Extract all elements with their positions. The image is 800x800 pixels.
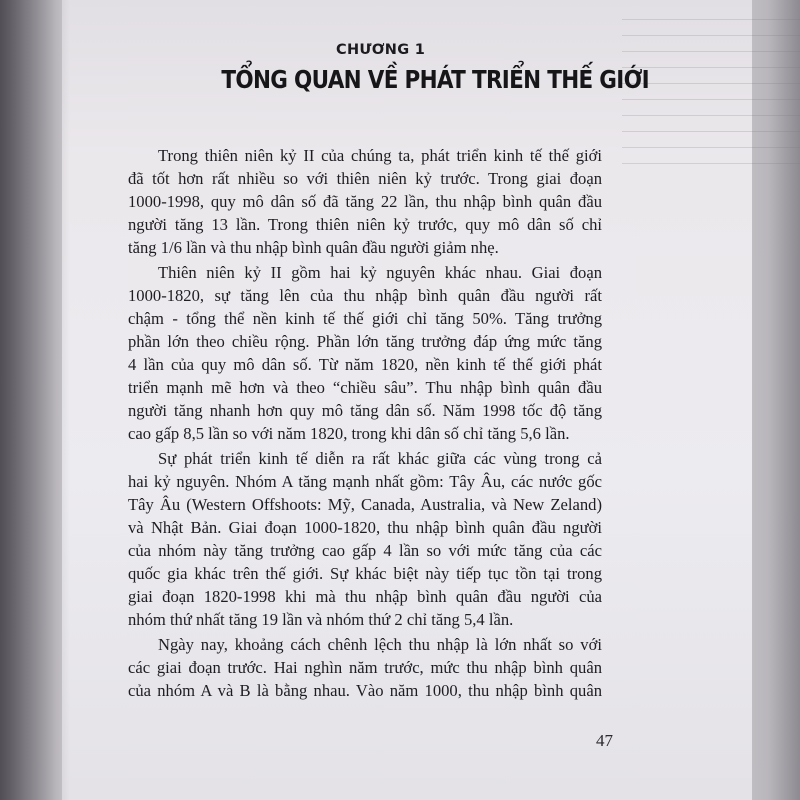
page-edge-shadow — [0, 0, 70, 800]
paragraph-2 — [128, 261, 602, 445]
text-line: cao gấp 8,5 lần so với năm 1820, trong khi dân số chỉ tăng 5,6 lần. — [128, 424, 570, 443]
text-line: của nhóm A và B là bằng nhau. Vào năm 1000, thu nhập bình quân — [128, 681, 602, 700]
text-line: các giai đoạn trước. Hai nghìn năm trước, mức thu nhập bình quân — [128, 658, 602, 677]
text-line: nhóm thứ nhất tăng 19 lần và nhóm thứ 2 chỉ tăng 5,4 lần. — [128, 610, 514, 629]
body-text — [128, 144, 602, 704]
page-number: 47 — [596, 731, 613, 750]
text-line: và Nhật Bản. Giai đoạn 1000-1820, thu nhập bình quân đầu người — [128, 518, 602, 537]
text-line: Sự phát triển kinh tế diễn ra rất khác giữa các vùng trong cả — [158, 449, 602, 468]
text-line: chậm - tổng thể nền kinh tế thế giới chỉ tăng 50%. Tăng trưởng — [128, 309, 602, 328]
text-line: 4 lần của quy mô dân số. Từ năm 1820, nền kinh tế thế giới phát — [128, 355, 602, 374]
text-line: Thiên niên kỷ II gồm hai kỷ nguyên khác nhau. Giai đoạn — [158, 263, 602, 282]
text-line: Tây Âu (Western Offshoots: Mỹ, Canada, Australia, và New Zeland) — [128, 495, 602, 514]
paragraph-1 — [128, 144, 602, 259]
text-line: quốc gia khác trên thế giới. Sự khác biệt này tiếp tục tồn tại trong — [128, 564, 602, 583]
chapter-title: TỔNG QUAN VỀ PHÁT TRIỂN THẾ GIỚI — [221, 65, 649, 94]
text-line: đã tốt hơn rất nhiều so với thiên niên kỷ trước. Trong giai đoạn — [128, 169, 602, 188]
text-line: người tăng nhanh hơn quy mô tăng dân số. Năm 1998 tốc độ tăng — [128, 401, 602, 420]
text-line: của nhóm này tăng trưởng cao gấp 4 lần so với mức tăng của các — [128, 541, 602, 560]
text-line: 1000-1998, quy mô dân số đã tăng 22 lần, thu nhập bình quân đầu — [128, 192, 602, 211]
text-line: Trong thiên niên kỷ II của chúng ta, phát triển kinh tế thế giới — [158, 146, 602, 165]
text-line: triển mạnh mẽ hơn và theo “chiều sâu”. Thu nhập bình quân đầu — [128, 378, 602, 397]
paragraph-3 — [128, 447, 602, 631]
text-line: Ngày nay, khoảng cách chênh lệch thu nhập là lớn nhất so với — [158, 635, 602, 654]
text-line: phần lớn theo chiều rộng. Phần lớn tăng trưởng đáp ứng mức tăng — [128, 332, 602, 351]
text-line: tăng 1/6 lần và thu nhập bình quân đầu người giảm nhẹ. — [128, 238, 499, 257]
text-line: người tăng 13 lần. Trong thiên niên kỷ trước, quy mô dân số chỉ — [128, 215, 602, 234]
text-line: hai kỷ nguyên. Nhóm A tăng mạnh nhất gồm: Tây Âu, các nước gốc — [128, 472, 602, 491]
text-line: giai đoạn 1820-1998 khi mà thu nhập bình quân đầu người của — [128, 587, 602, 606]
paragraph-4 — [128, 633, 602, 702]
text-line: 1000-1820, sự tăng lên của thu nhập bình quân đầu người rất — [128, 286, 602, 305]
chapter-label: CHƯƠNG 1 — [336, 42, 426, 58]
